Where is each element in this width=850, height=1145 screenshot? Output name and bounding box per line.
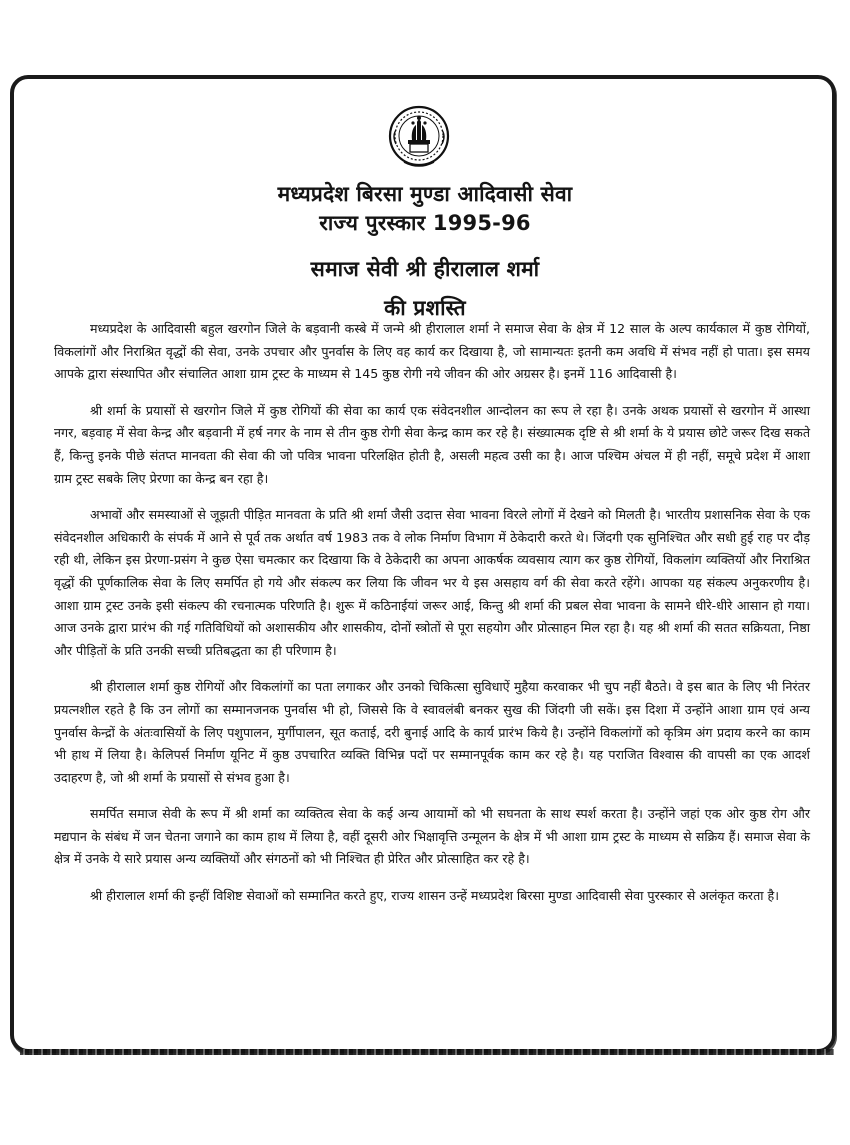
- paragraph: समर्पित समाज सेवी के रूप में श्री शर्मा का व्यक्तित्व सेवा के कई अन्य आयामों को भी सघनता के साथ स्पर्श करता है। उन्होंने जहां एक ओर कुष्ठ रोग और मद्यपान के संबंध में जन चेतना जगाने का काम हाथ में लिया है, वहीं दूसरी ओर भिक्षावृत्ति उन्मूलन के क्षेत्र में भी आशा ग्राम ट्रस्ट के माध्यम से सक्रिय हैं। समाज सेवा के क्षेत्र में उनके ये सारे प्रयास अन्य व्यक्तियों और संगठनों को भी निश्चित ही प्रेरित और प्रोत्साहित कर रहे है।: [54, 806, 810, 867]
- award-title: मध्यप्रदेश बिरसा मुण्डा आदिवासी सेवा: [277, 182, 573, 206]
- paragraph: मध्यप्रदेश के आदिवासी बहुल खरगोन जिले के बड़वानी कस्बे में जन्मे श्री हीरालाल शर्मा ने समाज सेवा के क्षेत्र में 12 साल के अल्प कार्यकाल में कुष्ठ रोगियों, विकलांगों और निराश्रित वृद्धों की सेवा, उनके उपचार और पुनर्वास के लिए वह कार्य कर दिखाया है, जो सामान्यतः इतनी कम अवधि में संभव नहीं हो पाता। इस समय आपके द्वारा संस्थापित और संचालित आशा ग्राम ट्रस्ट के माध्यम से 145 कुष्ठ रोगी नये जीवन की ओर अग्रसर है। इनमें 116 आदिवासी है।: [54, 321, 810, 382]
- citation-heading: की प्रशस्ति: [384, 296, 466, 320]
- border-bottom-shadow: [20, 1049, 834, 1055]
- award-subtitle: राज्य पुरस्कार 1995-96: [319, 211, 531, 235]
- citation-body: [54, 318, 810, 922]
- paragraph: अभावों और समस्याओं से जूझती पीड़ित मानवता के प्रति श्री शर्मा जैसी उदात्त सेवा भावना विरले लोगों में देखने को मिलती है। भारतीय प्रशासनिक सेवा के एक संवेदनशील अधिकारी के संपर्क में आने से पूर्व तक अर्थात वर्ष 1983 तक वे लोक निर्माण विभाग में ठेकेदारी करते थे। जिंदगी एक सुनिश्चित और सधी हुई राह पर दौड़ रही थी, लेकिन इस प्रेरणा-प्रसंग ने कुछ ऐसा चमत्कार कर दिखाया कि वे ठेकेदारी का अपना आकर्षक व्यवसाय त्याग कर कुष्ठ रोगियों, विकलांग व्यक्तियों और निराश्रित वृद्धों की पूर्णकालिक सेवा के लिए समर्पित हो गये और संकल्प कर लिया कि जीवन भर ये इस असहाय वर्ग की सेवा करते रहेंगे। आपका यह संकल्प अनुकरणीय है। आशा ग्राम ट्रस्ट उनके इसी संकल्प की रचनात्मक परिणति है। शुरू में कठिनाईयां जरूर आई, किन्तु श्री शर्मा की प्रबल सेवा भावना के सामने धीरे-धीरे आसान हो गया। आज उनके द्वारा प्रारंभ की गई गतिविधियों को अशासकीय और शासकीय, दोनों स्त्रोतों से पूरा सहयोग और प्रोत्साहन मिल रहा है। यह श्री शर्मा की सतत सक्रियता, निष्ठा और पीड़ितों के प्रति उनकी सच्ची प्रतिबद्धता का ही परिणाम है।: [54, 507, 810, 658]
- paragraph: श्री हीरालाल शर्मा कुष्ठ रोगियों और विकलांगों का पता लगाकर और उनको चिकित्सा सुविधाऐं मुहैया करवाकर भी चुप नहीं बैठते। वे इस बात के लिए भी निरंतर प्रयत्नशील रहते है कि उन लोगों का सम्मानजनक पुनर्वास भी हो, जिससे कि वे स्वावलंबी बनकर सुख की जिंदगी जी सकें। इस दिशा में उन्होंने आशा ग्राम एवं अन्य पुनर्वास केन्द्रों के अंतःवासियों के लिए पशुपालन, मुर्गीपालन, सूत कताई, दरी बुनाई आदि के कार्य प्रारंभ किये है। उन्होंने विकलांगों को कृत्रिम अंग प्रदाय करने का काम भी हाथ में लिया है। केलिपर्स निर्माण यूनिट में कुष्ठ उपचारित व्यक्ति विभिन्न पदों पर सम्मानपूर्वक काम कर रहे है। यह पराजित विश्वास की वापसी का एक आदर्श उदाहरण है, जो श्री शर्मा के प्रयासों से संभव हुआ है।: [54, 679, 810, 785]
- recipient-name: समाज सेवी श्री हीरालाल शर्मा: [310, 257, 540, 281]
- state-emblem-icon: [386, 100, 452, 174]
- paragraph: श्री शर्मा के प्रयासों से खरगोन जिले में कुष्ठ रोगियों की सेवा का कार्य एक संवेदनशील आन्दोलन का रूप ले रहा है। उनके अथक प्रयासों से खरगोन में आस्था नगर, बड़वाह में सेवा केन्द्र और बड़वानी में हर्ष नगर के नाम से तीन कुष्ठ रोगी सेवा केन्द्र काम कर रहे है। संख्यात्मक दृष्टि से श्री शर्मा के ये प्रयास छोटे जरूर दिख सकते हैं, किन्तु इनके पीछे संतप्त मानवता की सेवा की जो पवित्र भावना परिलक्षित होती है, असली महत्व उसी का है। आज पश्चिम अंचल में ही नहीं, समूचे प्रदेश में आशा ग्राम ट्रस्ट सबके लिए प्रेरणा का केन्द्र बन रहा है।: [54, 402, 810, 486]
- paragraph: श्री हीरालाल शर्मा की इन्हीं विशिष्ट सेवाओं को सम्मानित करते हुए, राज्य शासन उन्हें मध्यप्रदेश बिरसा मुण्डा आदिवासी सेवा पुरस्कार से अलंकृत करता है।: [90, 888, 779, 904]
- title-block: [40, 180, 810, 323]
